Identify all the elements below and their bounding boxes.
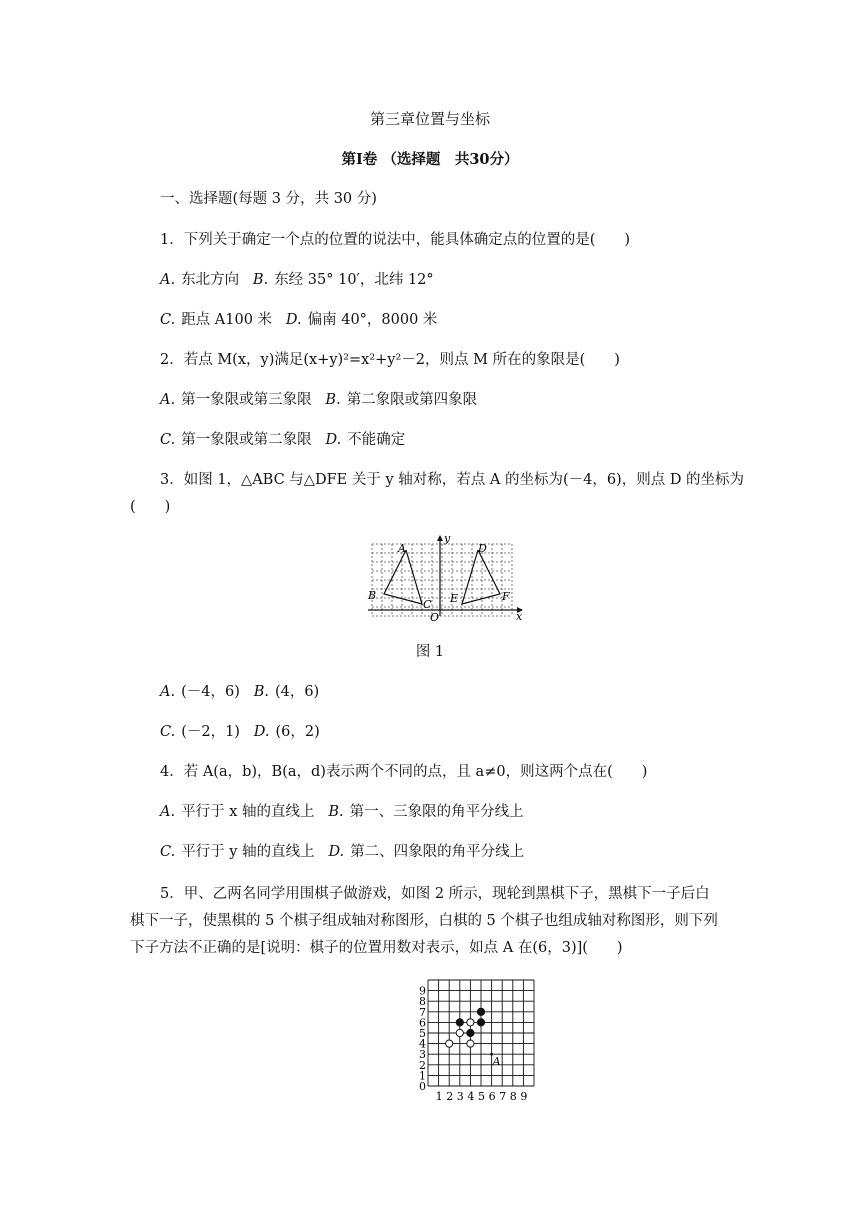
triangle-dfe — [462, 550, 500, 604]
question-1-options-cd — [160, 310, 437, 330]
fig2-y-tick-label: 8 — [419, 995, 426, 1009]
option-d: (6，2) — [275, 724, 320, 740]
question-4-options-cd — [160, 842, 524, 862]
question-2-stem: 2．若点 M(x，y)满足(x+y)²=x²+y²－2，则点 M 所在的象限是( ) — [160, 352, 620, 368]
option-label: A. — [160, 272, 176, 288]
option-c: 平行于 y 轴的直线上 — [181, 844, 315, 860]
fig1-label-origin: O — [430, 611, 440, 622]
question-5-stem-line1: 5．甲、乙两名同学用围棋子做游戏，如图 2 所示，现轮到黑棋下子，黑棋下一子后白 — [160, 886, 710, 902]
option-label: D. — [253, 724, 270, 740]
figure-2-go-board — [410, 978, 540, 1102]
option-label: C. — [160, 724, 176, 740]
part-heading: 第Ⅰ卷 （选择题 共30分） — [341, 151, 519, 168]
document-title: 第三章位置与坐标 — [369, 110, 490, 128]
figure-2-stones — [446, 1008, 485, 1047]
fig2-y-tick-label: 1 — [419, 1069, 426, 1083]
fig2-y-tick-label: 5 — [419, 1027, 426, 1040]
fig1-label-d: D — [478, 542, 487, 555]
figure-2-grid — [428, 980, 534, 1086]
fig1-label-c: C — [423, 598, 432, 611]
option-label: D. — [285, 312, 302, 328]
fig1-label-f: F — [502, 590, 510, 603]
white-stone — [467, 1040, 474, 1047]
figure-1-caption: 图 1 — [415, 644, 445, 660]
white-stone — [456, 1029, 463, 1036]
question-5-stem-line2: 棋下一子，使黑棋的 5 个棋子组成轴对称图形，白棋的 5 个棋子也组成轴对称图形，则下列 — [130, 913, 718, 929]
option-label: B. — [325, 392, 341, 408]
question-2-options-cd — [160, 430, 405, 450]
option-d: 偏南 40°，8000 米 — [307, 312, 438, 328]
option-label: D. — [325, 432, 342, 448]
figure-2-y-tick-labels — [419, 985, 426, 1093]
fig2-y-tick-label: 0 — [419, 1080, 426, 1093]
option-label: C. — [160, 432, 176, 448]
question-1-stem: 1．下列关于确定一个点的位置的说法中，能具体确定点的位置的是( ) — [160, 232, 631, 248]
black-stone — [477, 1008, 484, 1015]
option-a: 第一象限或第三象限 — [181, 392, 312, 408]
triangle-abc — [384, 550, 422, 604]
option-label: C. — [160, 844, 176, 860]
black-stone — [467, 1029, 474, 1036]
option-a: (－4，6) — [181, 684, 240, 700]
option-d: 不能确定 — [347, 432, 406, 448]
figure-1-dashed-grid — [372, 544, 512, 616]
figure-2-point-a — [490, 1053, 500, 1068]
fig2-y-tick-label: 3 — [419, 1048, 426, 1062]
question-3-stem-line2: ( ) — [130, 499, 171, 515]
question-5-stem-line3: 下子方法不正确的是[说明：棋子的位置用数对表示，如点 A 在(6，3)]( ) — [130, 940, 623, 956]
option-label: D. — [328, 844, 345, 860]
fig1-label-y: y — [444, 532, 451, 545]
option-label: B. — [253, 684, 269, 700]
option-b: 第一、三象限的角平分线上 — [349, 804, 524, 820]
figure-1-y-arrow — [437, 535, 443, 541]
white-stone — [446, 1040, 453, 1047]
point-a-label: A — [492, 1055, 501, 1069]
fig2-x-tick-label: 8 — [509, 1090, 517, 1102]
black-stone — [456, 1019, 463, 1026]
fig2-x-tick-label: 7 — [499, 1090, 507, 1102]
option-c: (－2，1) — [181, 724, 240, 740]
fig2-y-tick-label: 2 — [419, 1058, 426, 1072]
option-b: (4，6) — [274, 684, 320, 700]
fig2-x-tick-label: 1 — [435, 1090, 443, 1102]
question-3-options-ab — [160, 682, 319, 702]
fig2-x-tick-label: 9 — [520, 1090, 528, 1102]
question-3-stem-line1: 3．如图 1，△ABC 与△DFE 关于 y 轴对称，若点 A 的坐标为(－4，6)，则点 D 的坐标为 — [160, 472, 745, 488]
option-label: A. — [160, 804, 176, 820]
question-4-options-ab — [160, 802, 524, 822]
fig2-x-tick-label: 2 — [446, 1090, 454, 1102]
fig1-label-a: A — [398, 542, 406, 555]
option-c: 距点 A100 米 — [181, 312, 273, 328]
fig1-label-e: E — [450, 592, 459, 605]
fig2-x-tick-label: 5 — [478, 1090, 485, 1102]
section-heading: 一、选择题(每题 3 分，共 30 分) — [160, 191, 377, 207]
option-a: 东北方向 — [181, 272, 240, 288]
option-label: B. — [328, 804, 344, 820]
figure-1-coordinate-grid — [360, 532, 530, 622]
fig2-y-tick-label: 7 — [419, 1005, 426, 1019]
fig2-x-tick-label: 4 — [467, 1090, 475, 1102]
fig2-x-tick-label: 6 — [488, 1090, 496, 1102]
question-4-stem: 4．若 A(a，b)，B(a，d)表示两个不同的点，且 a≠0，则这两个点在( ) — [160, 764, 648, 780]
option-label: C. — [160, 312, 176, 328]
option-b: 第二象限或第四象限 — [346, 392, 478, 408]
option-label: B. — [252, 272, 269, 288]
figure-2-x-tick-labels — [436, 1090, 528, 1102]
fig2-y-tick-label: 6 — [419, 1016, 426, 1030]
fig1-label-x: x — [516, 610, 523, 622]
option-a: 平行于 x 轴的直线上 — [181, 804, 315, 820]
fig2-y-tick-label: 4 — [419, 1037, 426, 1051]
fig2-y-tick-label: 9 — [419, 984, 426, 998]
black-stone — [477, 1019, 484, 1026]
option-d: 第二、四象限的角平分线上 — [350, 844, 525, 860]
fig2-x-tick-label: 3 — [456, 1090, 464, 1102]
option-c: 第一象限或第二象限 — [181, 432, 312, 448]
option-b: 东经 35° 10′，北纬 12° — [274, 272, 434, 288]
question-3-options-cd — [160, 722, 320, 742]
question-1-options-ab — [160, 270, 434, 290]
white-stone — [467, 1019, 474, 1026]
option-label: A. — [160, 392, 176, 408]
fig1-label-b: B — [368, 589, 377, 602]
option-label: A. — [160, 684, 176, 700]
question-2-options-ab — [160, 390, 477, 410]
